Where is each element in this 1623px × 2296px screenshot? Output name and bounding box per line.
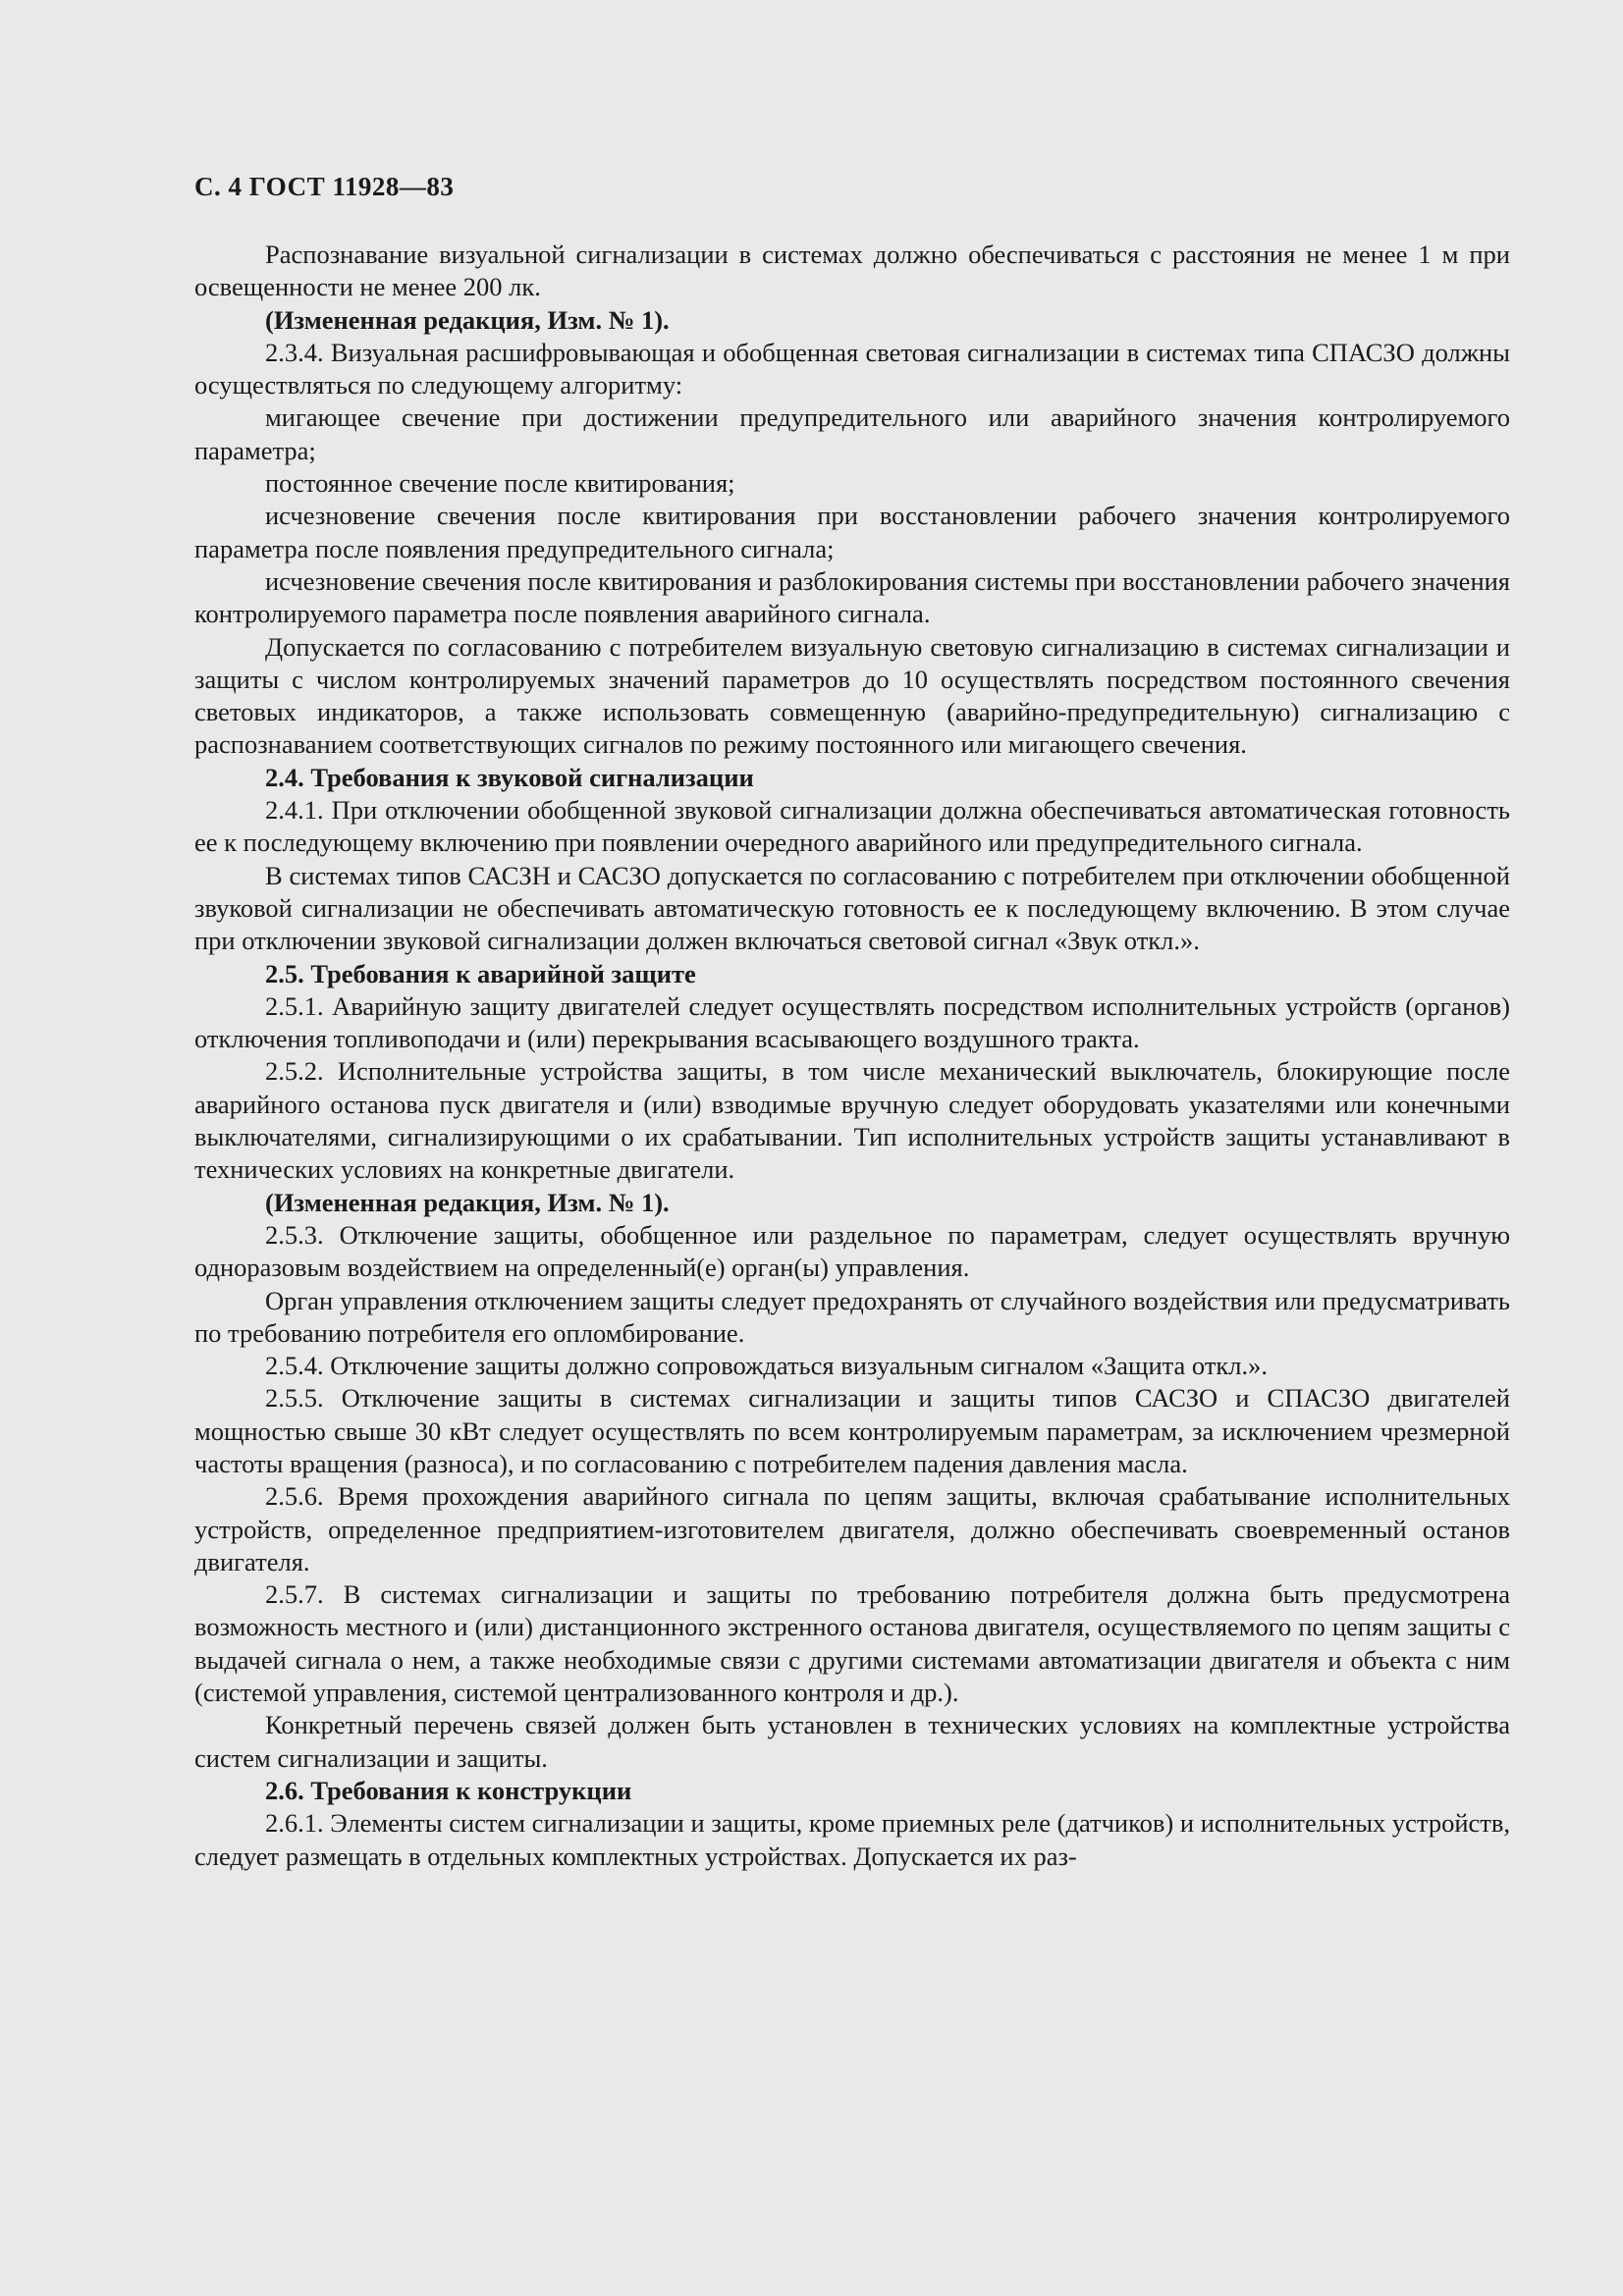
clause-2-5-4: 2.5.4. Отключение защиты должно сопровождаться визуальным сигналом «Защита откл.». xyxy=(265,1351,1269,1381)
paragraph-recognition-distance: Распознавание визуальной сигнализации в системах должно обеспечиваться с расстояния не менее 1 м при освещенности не менее 200 лк. xyxy=(194,240,1510,302)
list-item-flashing: мигающее свечение при достижении предупредительного или аварийного значения контролируемого параметра; xyxy=(194,402,1510,465)
document-body xyxy=(194,239,1510,1873)
clause-2-3-4: 2.3.4. Визуальная расшифровывающая и обобщенная световая сигнализации в системах типа СПАСЗО должны осуществляться по следующему алгоритму: xyxy=(194,337,1510,400)
paragraph-control-sealing: Орган управления отключением защиты следует предохранять от случайного воздействия или предусматривать по требованию потребителя его опломбирование. xyxy=(194,1285,1510,1348)
clause-2-4-1: 2.4.1. При отключении обобщенной звуковой сигнализации должна обеспечиваться автоматическая готовность ее к последующему включению при появлении очередного аварийного или предупредительного сигнала. xyxy=(194,795,1510,858)
clause-2-5-2: 2.5.2. Исполнительные устройства защиты, в том числе механический выключатель, блокирующие после аварийного останова пуск двигателя и (или) взводимые вручную следует оборудовать указателями или конечными выключателями, сигнализирующими о их срабатывании. Тип исполнительных устройств защиты устанавливают в технических условиях на конкретные двигатели. xyxy=(194,1056,1510,1185)
paragraph-connections-list: Конкретный перечень связей должен быть установлен в технических условиях на комплектные устройства систем сигнализации и защиты. xyxy=(194,1710,1510,1773)
list-item-steady: постоянное свечение после квитирования; xyxy=(265,468,735,499)
section-heading-2-6: 2.6. Требования к конструкции xyxy=(265,1775,632,1805)
section-heading-2-4: 2.4. Требования к звуковой сигнализации xyxy=(265,762,754,792)
paragraph-sound-off: В системах типов САСЗН и САСЗО допускается по согласованию с потребителем при отключении обобщенной звуковой сигнализации не обеспечивать автоматическую готовность ее к последующему включению. В этом случае при отключении звуковой сигнализации должен включаться световой сигнал «Звук откл.». xyxy=(194,860,1510,956)
clause-2-5-1: 2.5.1. Аварийную защиту двигателей следует осуществлять посредством исполнительных устройств (органов) отключения топливоподачи и (или) перекрывания всасывающего воздушного тракта. xyxy=(194,990,1510,1054)
list-item-extinguish-warning: исчезновение свечения после квитирования при восстановлении рабочего значения контролируемого параметра после появления предупредительного сигнала; xyxy=(194,501,1510,563)
clause-2-5-6: 2.5.6. Время прохождения аварийного сигнала по цепям защиты, включая срабатывание исполнительных устройств, определенное предприятием-изготовителем двигателя, должно обеспечивать своевременный останов двигателя. xyxy=(194,1481,1510,1576)
clause-2-5-7: 2.5.7. В системах сигнализации и защиты по требованию потребителя должна быть предусмотрена возможность местного и (или) дистанционного экстренного останова двигателя, осуществляемого по цепям защиты с выдачей сигнала о нем, а также необходимые связи с другими системами автоматизации двигателя и объекта с ним (системой управления, системой централизованного контроля и др.). xyxy=(194,1579,1510,1708)
amendment-note: (Измененная редакция, Изм. № 1). xyxy=(265,1187,670,1217)
amendment-note: (Измененная редакция, Изм. № 1). xyxy=(265,304,670,335)
running-header: С. 4 ГОСТ 11928—83 xyxy=(194,172,455,201)
clause-2-5-3: 2.5.3. Отключение защиты, обобщенное или раздельное по параметрам, следует осуществлять вручную одноразовым воздействием на определенный(е) орган(ы) управления. xyxy=(194,1219,1510,1283)
list-item-extinguish-alarm: исчезновение свечения после квитирования и разблокирования системы при восстановлении рабочего значения контролируемого параметра после появления аварийного сигнала. xyxy=(194,565,1510,629)
paragraph-permitted-steady: Допускается по согласованию с потребителем визуальную световую сигнализацию в системах сигнализации и защиты с числом контролируемых значений параметров до 10 осуществлять посредством постоянного свечения световых индикаторов, а также использовать совмещенную (аварийно-предупредительную) сигнализацию с распознаванием соответствующих сигналов по режиму постоянного или мигающего свечения. xyxy=(194,631,1510,760)
section-heading-2-5: 2.5. Требования к аварийной защите xyxy=(265,958,696,988)
clause-2-5-5: 2.5.5. Отключение защиты в системах сигнализации и защиты типов САСЗО и СПАСЗО двигателей мощностью свыше 30 кВт следует осуществлять по всем контролируемым параметрам, за исключением чрезмерной частоты вращения (разноса), и по согласованию с потребителем падения давления масла. xyxy=(194,1383,1510,1478)
clause-2-6-1: 2.6.1. Элементы систем сигнализации и защиты, кроме приемных реле (датчиков) и исполнительных устройств, следует размещать в отдельных комплектных устройствах. Допускается их раз- xyxy=(194,1808,1510,1871)
